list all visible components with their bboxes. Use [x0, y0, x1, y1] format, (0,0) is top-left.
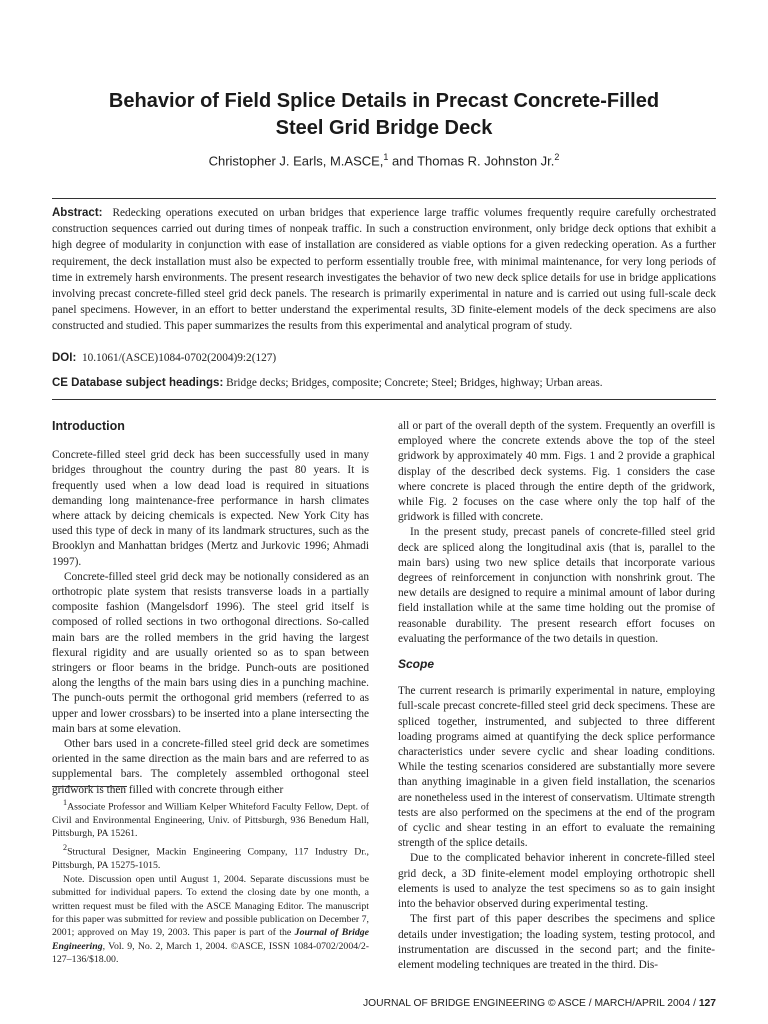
- doi-value[interactable]: 10.1061/(ASCE)1084-0702(2004)9:2(127): [81, 352, 277, 364]
- title-line-1: Behavior of Field Splice Details in Precast Concrete-Filled: [108, 90, 660, 112]
- journal-name: Journal of Bridge Engineering: [52, 927, 370, 952]
- running-footer-text: JOURNAL OF BRIDGE ENGINEERING © ASCE / MARCH/APRIL 2004 /: [362, 998, 699, 1009]
- page-number: 127: [698, 998, 716, 1009]
- running-footer: [363, 998, 716, 1009]
- footnote-2-text: Structural Designer, Mackin Engineering Company, 117 Industry Dr., Pittsburgh, PA 15275-1015.: [52, 846, 369, 871]
- paragraph: Due to the complicated behavior inherent in concrete-filled steel grid deck, a 3D finite-element model employing orthotropic shell elements is used to analyze the test specimens so as to gain insight into the behavior observed during experimental testing.: [398, 852, 715, 911]
- abstract-top-rule: [52, 198, 716, 199]
- discussion-note: [52, 873, 369, 966]
- footnote-1-mark: 1: [63, 798, 68, 807]
- footnote-2: [52, 841, 369, 872]
- paragraph: In the present study, precast panels of concrete-filled steel grid deck are spliced along the longitudinal axis (that is, parallel to the main bars) using two new splice details that incorporate various degrees of reinforcement in conjunction with nonshrink grout. The new details are designed to require a minimal amount of labor during field installation while at the same time holding out the promise of reasonable durability. The present research effort focuses on evaluating the performance of the two details in question.: [398, 526, 715, 645]
- abstract-bottom-rule: [52, 399, 716, 400]
- abstract: [52, 205, 716, 335]
- right-column: [398, 419, 715, 973]
- paper-title: [0, 88, 768, 142]
- abstract-label: Abstract:: [52, 207, 103, 219]
- title-line-2: Steel Grid Bridge Deck: [275, 117, 493, 139]
- left-column: [52, 419, 369, 798]
- footnotes: [52, 796, 369, 967]
- note-text-b: , Vol. 9, No. 2, March 1, 2004. ©ASCE, ISSN 1084-0702/2004/2-127–136/$18.00.: [52, 940, 369, 965]
- author-2-affiliation-mark: 2: [554, 152, 560, 162]
- section-heading-scope: Scope: [398, 657, 435, 672]
- subject-headings-line: [52, 377, 716, 389]
- doi-line: [52, 352, 716, 364]
- note-text-a: Note. Discussion open until August 1, 2004. Separate discussions must be submitted for individual papers. To extend the closing date by one month, a written request must be filed with the ASCE Managing Editor. The manuscript for this paper was submitted for review and possible publication on December 7, 2001; approved on May 19, 2003. This paper is part of the: [52, 874, 369, 939]
- section-heading-introduction: Introduction: [52, 419, 125, 433]
- subject-headings-label: CE Database subject headings:: [52, 377, 224, 389]
- paragraph: Concrete-filled steel grid deck has been successfully used in many bridges throughout the country during the past 80 years. It is frequently used when a low dead load is required in situations demanding long maintenance-free performance in harsh climates where attack by deicing chemicals is expected. New York City has used this type of deck in many of its landmark structures, such as the Brooklyn and Manhattan bridges (Mertz and Jurkovic 1996; Ahmadi 1997).: [52, 449, 369, 568]
- paragraph: The first part of this paper describes the specimens and splice details under investigation; the loading system, testing protocol, and instrumentation are discussed in the second part; and the finite-element modeling techniques are treated in the third. Dis-: [398, 913, 715, 971]
- footnote-2-mark: 2: [63, 843, 68, 853]
- paragraph: Other bars used in a concrete-filled steel grid deck are sometimes oriented in the same direction as the main bars and are referred to as supplemental bars. The completely assembled orthogonal steel gridwork is then filled with concrete through either: [52, 738, 369, 796]
- subject-headings-value: Bridge decks; Bridges, composite; Concrete; Steel; Bridges, highway; Urban areas.: [226, 377, 603, 389]
- abstract-text: Redecking operations executed on urban bridges that experience large traffic volumes frequently require carefully orchestrated construction sequences carried out during times of nonpeak traffic. In such a construction environment, only bridge deck options that exhibit a high degree of modularity in conjunction with ease of installation are considered as viable options for a given redecking operation. As a further requirement, the deck installation must also be expected to perform essentially trouble free, with minimal maintenance, for very long periods of time in extremely harsh environments. The present research investigates the behavior of two new deck splice details for use in bridge applications involving precast concrete-filled steel grid deck panels. The research is primarily experimental in nature and is carried out using full-scale deck panel specimens. However, in an effort to better understand the experimental results, 3D finite-element models of the deck specimens are also constructed and studied. This paper summarizes the results from this experimental and analytical program of study.: [52, 207, 716, 333]
- author-1-affiliation-mark: 1: [383, 152, 389, 162]
- footnote-1: [52, 796, 369, 840]
- author-1: Christopher J. Earls, M.ASCE,: [208, 153, 384, 169]
- footnote-rule: [52, 786, 127, 787]
- author-connector: and Thomas R. Johnston Jr.: [388, 153, 555, 169]
- paragraph: The current research is primarily experimental in nature, employing full-scale precast concrete-filled steel grid deck specimens. These are spliced together, instrumented, and subjected to three different loading programs aimed at quantifying the deck splice performance characteristics under severe cyclic and shear loading conditions. While the testing scenarios considered are substantially more severe than anything imaginable in a given field installation, the scenarios are nonetheless used in the interest of conservatism. Ultimate strength tests are also performed on the specimens at the end of the program of cyclic and shear testing in an effort to evaluate the remaining strength of the splice details.: [398, 685, 715, 850]
- doi-label: DOI:: [52, 352, 77, 364]
- paragraph: Concrete-filled steel grid deck may be notionally considered as an orthotropic plate system that resists transverse loads in a partially composite fashion (Mangelsdorf 1996). The steel grid itself is composed of rolled sections in two orthogonal directions. So-called main bars are the rolled members in the grid having the largest flexural rigidity and are usually oriented so as to span between stringers or floor beams in the bridge. Punch-outs are positioned along the lengths of the main bars using dies in a punching machine. The punch-outs permit the orthogonal grid members (referred to as upper and lower crossbars) to be inserted into a plane intersecting the main bars at some elevation.: [52, 570, 369, 735]
- paragraph: all or part of the overall depth of the system. Frequently an overfill is employed where the concrete extends above the top of the steel gridwork by approximately 40 mm. Figs. 1 and 2 provide a graphical display of the described deck systems. Fig. 1 considers the case where concrete is placed through the entire depth of the gridwork, while Fig. 2 focuses on the case where only the top half of the gridwork is filled with concrete.: [398, 420, 715, 524]
- author-line: [0, 152, 768, 168]
- footnote-1-text: Associate Professor and William Kelper Whiteford Faculty Fellow, Dept. of Civil and Environmental Engineering, Univ. of Pittsburgh, 936 Benedum Hall, Pittsburgh, PA 15261.: [52, 801, 369, 839]
